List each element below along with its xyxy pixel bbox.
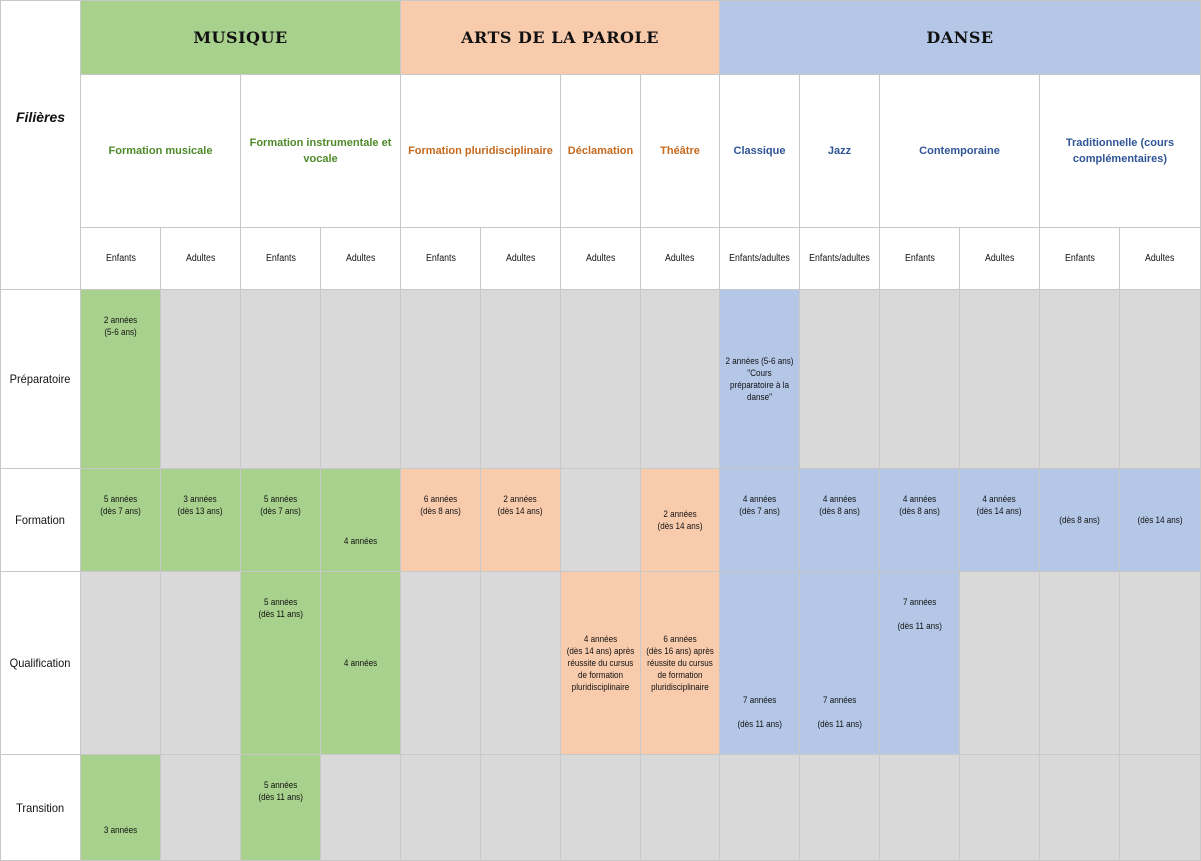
program-cell-text: 2 années (dès 14 ans) — [497, 494, 544, 516]
program-cell — [1119, 571, 1201, 755]
program-cell — [799, 754, 880, 861]
program-cell — [1119, 754, 1201, 861]
discipline-header — [879, 74, 1040, 228]
row-label-cell — [0, 571, 81, 755]
discipline-header — [400, 74, 561, 228]
program-cell — [240, 289, 321, 469]
program-cell — [160, 289, 241, 469]
program-cell — [240, 468, 321, 572]
program-cell — [80, 289, 161, 469]
program-cell-text: 5 années (dès 7 ans) — [260, 494, 301, 516]
discipline-header — [240, 74, 401, 228]
filieres-header — [0, 0, 81, 290]
program-cell-text: 3 années — [103, 825, 138, 835]
discipline-label: Traditionnelle (cours complémentaires) — [1065, 137, 1175, 165]
age-group-label: Adultes — [185, 253, 216, 264]
program-cell — [80, 468, 161, 572]
program-cell — [240, 754, 321, 861]
program-cell — [240, 571, 321, 755]
age-group-label: Adultes — [585, 253, 616, 264]
program-cell — [1119, 468, 1201, 572]
program-cell — [80, 571, 161, 755]
program-cell — [560, 754, 641, 861]
program-cell — [640, 754, 720, 861]
program-cell-text: 7 années (dès 11 ans) — [737, 695, 782, 729]
program-cell — [879, 289, 960, 469]
program-cell-text: 4 années (dès 14 ans) après réussite du cursus de formation pluridisciplinaire — [566, 634, 635, 692]
age-group-label: Enfants — [1064, 253, 1095, 264]
program-cell — [80, 754, 161, 861]
age-group-header — [320, 227, 401, 290]
section-header-2 — [719, 0, 1201, 75]
age-group-label: Enfants — [904, 253, 935, 264]
age-group-header — [80, 227, 161, 290]
age-group-label: Enfants — [265, 253, 296, 264]
discipline-label: Classique — [733, 145, 786, 157]
program-cell — [719, 468, 800, 572]
program-cell — [799, 468, 880, 572]
program-cell — [879, 571, 960, 755]
age-group-header — [480, 227, 561, 290]
program-cell-text: 4 années (dès 8 ans) — [819, 494, 860, 516]
age-group-header — [560, 227, 641, 290]
row-label-cell — [0, 289, 81, 469]
program-cell — [1039, 754, 1120, 861]
age-group-label: Enfants/adultes — [809, 253, 870, 264]
age-group-header — [1119, 227, 1201, 290]
program-cell — [400, 289, 481, 469]
program-cell — [160, 571, 241, 755]
discipline-header — [560, 74, 641, 228]
discipline-label: Contemporaine — [919, 145, 1000, 157]
section-label: ARTS DE LA PAROLE — [461, 28, 659, 47]
age-group-header — [1039, 227, 1120, 290]
program-cell-text: 5 années (dès 11 ans) — [258, 597, 303, 619]
section-header-1 — [400, 0, 720, 75]
discipline-header — [640, 74, 720, 228]
program-cell — [320, 289, 401, 469]
program-cell — [1039, 468, 1120, 572]
section-label: DANSE — [926, 28, 994, 47]
program-cell — [799, 289, 880, 469]
program-cell-text: 6 années (dès 16 ans) après réussite du cursus de formation pluridisciplinaire — [646, 634, 714, 692]
program-cell — [959, 754, 1040, 861]
program-cell-text: 4 années (dès 7 ans) — [739, 494, 780, 516]
program-cell-text: 4 années — [343, 658, 378, 668]
row-label: Préparatoire — [10, 372, 71, 386]
discipline-header — [719, 74, 800, 228]
age-group-label: Adultes — [345, 253, 376, 264]
age-group-label: Enfants/adultes — [729, 253, 790, 264]
program-cell-text: 2 années (5-6 ans) — [103, 315, 138, 337]
row-label: Transition — [16, 800, 65, 815]
program-cell — [560, 289, 641, 469]
discipline-label: Déclamation — [567, 145, 634, 157]
program-cell — [480, 468, 561, 572]
age-group-header — [640, 227, 720, 290]
program-cell — [879, 468, 960, 572]
program-cell-text: (dès 8 ans) — [1059, 515, 1100, 525]
age-group-header — [879, 227, 960, 290]
program-cell — [1039, 571, 1120, 755]
row-label-cell — [0, 468, 81, 572]
discipline-label: Formation instrumentale et vocale — [249, 137, 392, 165]
program-cell — [879, 754, 960, 861]
program-cell-text: 6 années (dès 8 ans) — [420, 494, 461, 516]
program-cell-text: 7 années (dès 11 ans) — [817, 695, 862, 729]
program-cell — [160, 754, 241, 861]
age-group-header — [959, 227, 1040, 290]
filieres-label: Filières — [15, 109, 66, 125]
program-cell-text: 7 années (dès 11 ans) — [897, 597, 942, 631]
program-cell — [480, 754, 561, 861]
age-group-header — [719, 227, 800, 290]
age-group-label: Adultes — [984, 253, 1015, 264]
program-cell — [320, 468, 401, 572]
program-cell — [640, 289, 720, 469]
program-cell — [719, 289, 800, 469]
program-cell-text: 5 années (dès 7 ans) — [100, 494, 141, 516]
program-cell-text: 2 années (dès 14 ans) — [657, 509, 703, 531]
program-cell — [1039, 289, 1120, 469]
program-cell-text: 2 années (5-6 ans) "Cours préparatoire à la danse" — [725, 356, 794, 402]
program-cell — [959, 468, 1040, 572]
program-cell — [320, 754, 401, 861]
section-label: MUSIQUE — [193, 28, 288, 47]
age-group-label: Adultes — [665, 253, 695, 264]
age-group-header — [400, 227, 481, 290]
age-group-header — [160, 227, 241, 290]
program-cell — [1119, 289, 1201, 469]
program-cell — [480, 571, 561, 755]
program-cell-text: 3 années (dès 13 ans) — [177, 494, 224, 516]
age-group-label: Enfants — [105, 253, 136, 264]
row-label: Formation — [15, 513, 66, 527]
program-cell — [799, 571, 880, 755]
discipline-header — [80, 74, 241, 228]
age-group-header — [799, 227, 880, 290]
program-cell-text: 5 années (dès 11 ans) — [258, 780, 303, 802]
discipline-label: Formation musicale — [108, 145, 213, 157]
program-cell-text: 4 années (dès 14 ans) — [976, 494, 1023, 516]
program-cell — [640, 571, 720, 755]
age-group-label: Adultes — [505, 253, 536, 264]
program-cell — [640, 468, 720, 572]
discipline-label: Formation pluridisciplinaire — [408, 145, 553, 157]
row-label-cell — [0, 754, 81, 861]
program-cell-text: 4 années (dès 8 ans) — [899, 494, 940, 516]
age-group-label: Adultes — [1145, 253, 1175, 264]
program-cell — [959, 571, 1040, 755]
discipline-label: Jazz — [827, 145, 852, 157]
row-label: Qualification — [10, 656, 71, 670]
program-cell — [959, 289, 1040, 469]
program-cell — [560, 468, 641, 572]
age-group-label: Enfants — [425, 253, 456, 264]
program-cell — [560, 571, 641, 755]
discipline-header — [799, 74, 880, 228]
discipline-header — [1039, 74, 1201, 228]
program-cell — [719, 754, 800, 861]
program-cell — [160, 468, 241, 572]
program-cell — [400, 468, 481, 572]
program-cell — [480, 289, 561, 469]
section-header-0 — [80, 0, 401, 75]
program-cell-text: (dès 14 ans) — [1137, 515, 1183, 525]
program-cell — [719, 571, 800, 755]
program-cell-text: 4 années — [343, 536, 378, 546]
age-group-header — [240, 227, 321, 290]
program-cell — [400, 754, 481, 861]
discipline-label: Théâtre — [660, 145, 700, 157]
program-cell — [400, 571, 481, 755]
program-cell — [320, 571, 401, 755]
